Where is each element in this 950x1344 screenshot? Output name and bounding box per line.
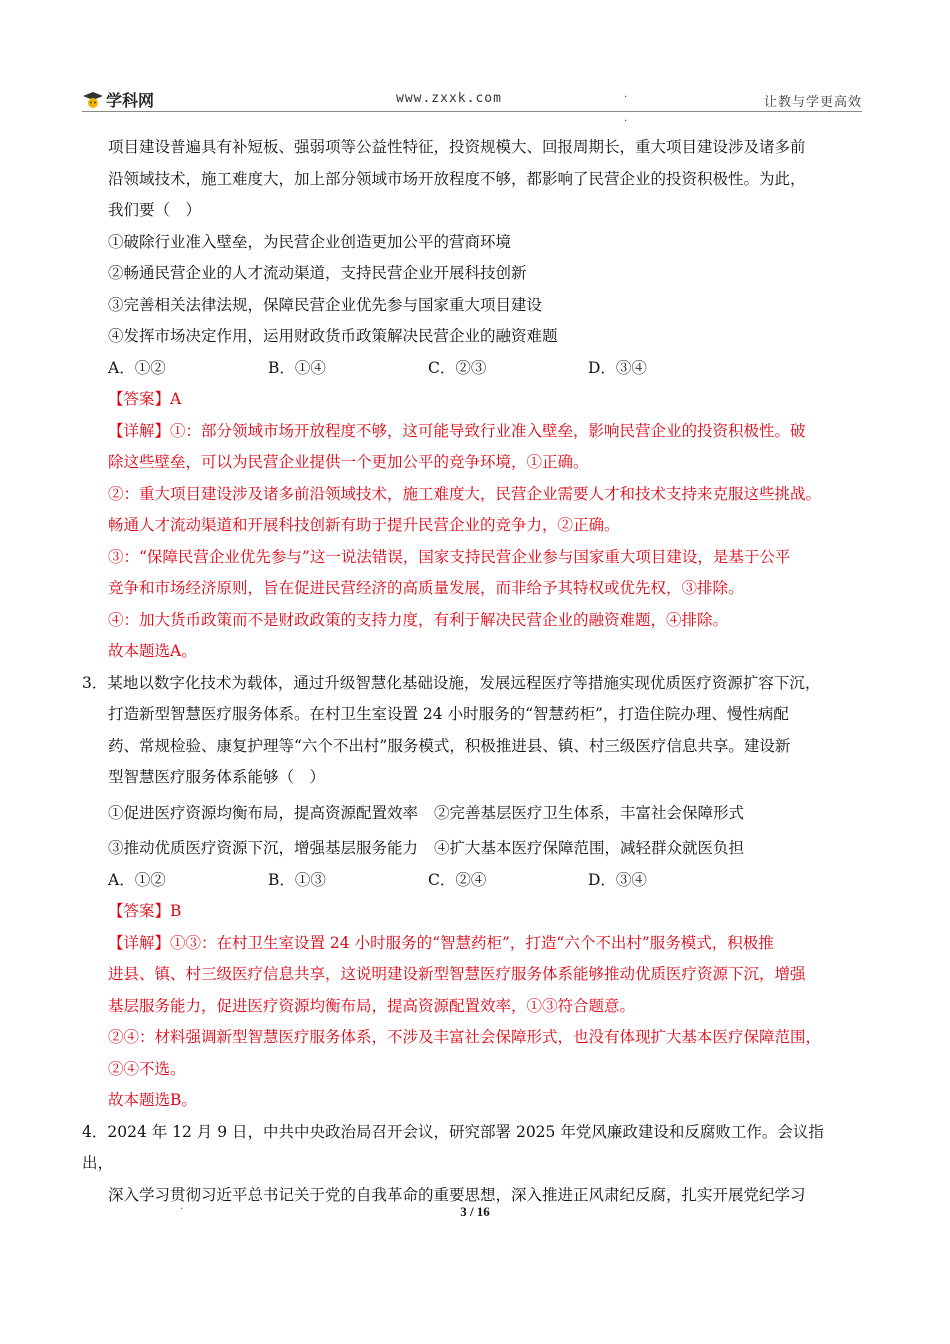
q3-item: ②完善基层医疗卫生体系，丰富社会保障形式 xyxy=(434,803,745,822)
q4-stem-line: 4．2024 年 12 月 9 日，中共中央政治局召开会议，研究部署 2025 年党风廉政建设和反腐败工作。会议指出， xyxy=(82,1122,824,1172)
q3-item: ①促进医疗资源均衡布局，提高资源配置效率 xyxy=(108,803,419,822)
q3-item: ④扩大基本医疗保障范围，减轻群众就医负担 xyxy=(434,839,745,857)
q3-stem-line: 打造新型智慧医疗服务体系。在村卫生室设置 24 小时服务的“智慧药柜”，打造住院办理、慢性病配 xyxy=(108,705,789,723)
q3-option-c: C．②④ xyxy=(428,870,487,889)
q3-explain-line: ②④不选。 xyxy=(108,1059,186,1078)
q2-item: ④发挥市场决定作用，运用财政货币政策解决民营企业的融资难题 xyxy=(108,327,558,345)
q3-item-row xyxy=(108,798,838,830)
q3-explain-line: 【详解】①③：在村卫生室设置 24 小时服务的“智慧药柜”，打造“六个不出村”服务模式，积极推 xyxy=(108,933,774,952)
header-rule xyxy=(82,111,862,112)
q2-option-d: D．③④ xyxy=(588,358,647,377)
q2-explain-line: 畅通人才流动渠道和开展科技创新有助于提升民营企业的竞争力，②正确。 xyxy=(108,516,620,534)
q2-answer: 【答案】A xyxy=(108,390,182,408)
q2-stem-line: 项目建设普遍具有补短板、强弱项等公益性特征，投资规模大、回报周期长，重大项目建设涉及诸多前 xyxy=(108,138,806,156)
header-dot-2: · xyxy=(624,116,628,127)
q2-explain-line: 【详解】①：部分领域市场开放程度不够，这可能导致行业准入壁垒，影响民营企业的投资积极性。破 xyxy=(108,421,806,440)
mortarboard-icon xyxy=(82,91,104,109)
q2-explain-line: ③：“保障民营企业优先参与”这一说法错误，国家支持民营企业参与国家重大项目建设，是基于公平 xyxy=(108,547,791,566)
header-dot: · xyxy=(624,92,628,103)
page-content xyxy=(82,132,838,1211)
slogan: 让教与学更高效 xyxy=(763,95,862,110)
q3-options xyxy=(108,865,838,897)
q2-option-b: B．①④ xyxy=(268,358,326,377)
q2-explain-line: 除这些壁垒，可以为民营企业提供一个更加公平的竞争环境，①正确。 xyxy=(108,453,589,471)
q2-explain-line: 竞争和市场经济原则，旨在促进民营经济的高质量发展，而非给予其特权或优先权，③排除。 xyxy=(108,579,744,597)
q2-option-c: C．②③ xyxy=(428,358,487,377)
q3-option-d: D．③④ xyxy=(588,870,647,889)
site-url: www.zxxk.com xyxy=(396,91,502,106)
q3-item: ③推动优质医疗资源下沉，增强基层服务能力 xyxy=(108,839,419,857)
q2-explain-line: ④：加大货币政策而不是财政政策的支持力度，有利于解决民营企业的融资难题，④排除。 xyxy=(108,610,729,629)
q3-explain-line: ②④：材料强调新型智慧医疗服务体系，不涉及丰富社会保障形式，也没有体现扩大基本医疗保障范围， xyxy=(108,1028,822,1046)
q2-stem-line: 沿领域技术，施工难度大，加上部分领域市场开放程度不够，都影响了民营企业的投资积极性。为此， xyxy=(108,169,806,188)
q2-stem-line: 我们要（ ） xyxy=(108,201,202,219)
page-number: 3 / 16 xyxy=(460,1204,490,1219)
q3-answer: 【答案】B xyxy=(108,902,182,920)
q2-item: ②畅通民营企业的人才流动渠道，支持民营企业开展科技创新 xyxy=(108,264,527,282)
q3-stem-line: 型智慧医疗服务体系能够（ ） xyxy=(108,768,326,786)
q3-option-b: B．①③ xyxy=(268,870,326,889)
q3-explain-line: 进县、镇、村三级医疗信息共享，这说明建设新型智慧医疗服务体系能够推动优质医疗资源下沉，增强 xyxy=(108,965,806,983)
q3-stem-line: 药、常规检验、康复护理等“六个不出村”服务模式，积极推进县、镇、村三级医疗信息共享。建设新 xyxy=(108,736,791,755)
q3-stem-line: 3．某地以数字化技术为载体，通过升级智慧化基础设施，发展远程医疗等措施实现优质医疗资源扩容下沉， xyxy=(82,673,821,692)
q2-option-a: A．①② xyxy=(108,358,166,377)
q4-stem-line: 深入学习贯彻习近平总书记关于党的自我革命的重要思想，深入推进正风肃纪反腐，扎实开展党纪学习 xyxy=(108,1185,806,1204)
footer-dot: · xyxy=(180,1204,184,1215)
logo-text: 学科网 xyxy=(106,91,155,110)
q2-explain-line: ②：重大项目建设涉及诸多前沿领域技术，施工难度大，民营企业需要人才和技术支持来克服这些挑战。 xyxy=(108,484,822,503)
q2-item: ①破除行业准入壁垒，为民营企业创造更加公平的营商环境 xyxy=(108,232,512,251)
q2-item: ③完善相关法律法规，保障民营企业优先参与国家重大项目建设 xyxy=(108,295,543,314)
q3-explain-line: 基层服务能力，促进医疗资源均衡布局，提高资源配置效率，①③符合题意。 xyxy=(108,996,636,1015)
q3-option-a: A．①② xyxy=(108,870,166,889)
q2-conclusion: 故本题选A。 xyxy=(108,642,197,660)
q3-item-row xyxy=(108,833,838,865)
q3-conclusion: 故本题选B。 xyxy=(108,1091,197,1109)
logo xyxy=(82,88,154,111)
q2-options xyxy=(108,353,838,385)
